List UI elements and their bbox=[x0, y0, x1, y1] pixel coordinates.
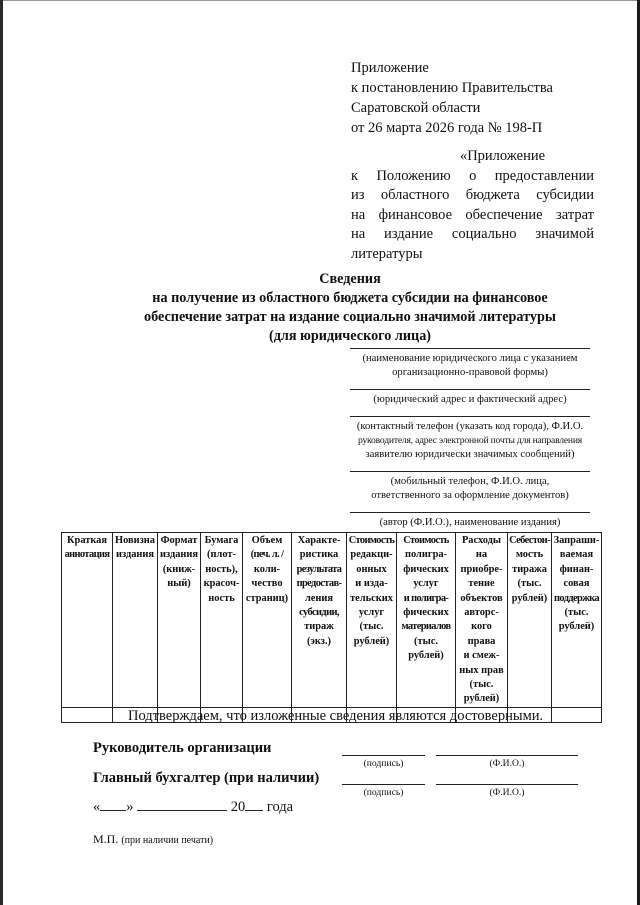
regulation-appendix-line: на финансовое обеспечение затрат bbox=[351, 206, 594, 223]
signature-line-head[interactable] bbox=[342, 755, 425, 756]
document-title-line: (для юридического лица) bbox=[268, 328, 432, 344]
caption-line: (контактный телефон (указать код города), Ф.И.О. bbox=[356, 421, 584, 432]
regulation-appendix-line: литературы bbox=[351, 245, 423, 262]
field-responsible-person bbox=[350, 471, 590, 512]
column-header-line: (тыс. bbox=[414, 635, 438, 647]
regulation-appendix-line: из областного бюджета субсидии bbox=[351, 187, 594, 203]
column-header-line: (тыс. bbox=[469, 679, 494, 691]
column-header-line: ных прав bbox=[459, 664, 504, 676]
year-suffix: года bbox=[266, 799, 294, 815]
regulation-appendix-title: «Приложение bbox=[459, 148, 546, 164]
name-caption: (Ф.И.О.) bbox=[489, 758, 525, 769]
column-header-line: предостав- bbox=[296, 578, 342, 590]
column-header-line: Стоимость bbox=[403, 535, 449, 546]
column-header-line: коли- bbox=[253, 563, 281, 575]
document-title-line: обеспечение затрат на издание социально значимой литературы bbox=[144, 309, 556, 325]
stamp-note: (при наличии печати) bbox=[121, 835, 214, 846]
column-header bbox=[243, 533, 292, 708]
column-header-line: рублей) bbox=[511, 592, 548, 604]
table-cell[interactable] bbox=[62, 707, 113, 722]
column-header-line: Бумага bbox=[204, 535, 239, 546]
column-header-line: субсидии, bbox=[299, 607, 339, 619]
column-header-line: тельских bbox=[350, 592, 393, 604]
column-header-line: ления bbox=[304, 592, 334, 604]
applicant-fields bbox=[350, 348, 590, 539]
column-header-line: услуг bbox=[358, 607, 385, 619]
appendix-header bbox=[351, 58, 553, 138]
column-header-line: Расходы bbox=[461, 535, 502, 546]
caption-line: организационно-правовой формы) bbox=[392, 367, 548, 378]
column-header-line: авторс- bbox=[464, 607, 499, 619]
name-line-accountant[interactable] bbox=[436, 784, 578, 785]
column-header-line: ный) bbox=[167, 578, 191, 590]
caption-line: (юридический адрес и фактический адрес) bbox=[373, 394, 567, 405]
stamp-label: М.П. bbox=[93, 832, 119, 846]
column-header-line: и изда- bbox=[355, 578, 388, 590]
column-header-line: тираж bbox=[304, 621, 334, 633]
column-header-line: (книж- bbox=[162, 563, 196, 575]
day-blank[interactable] bbox=[100, 796, 126, 811]
column-header bbox=[552, 533, 602, 708]
column-header-line: кого bbox=[471, 621, 492, 633]
column-header-line: ваемая bbox=[559, 549, 594, 561]
scan-border-left bbox=[0, 0, 3, 905]
document-title bbox=[110, 270, 590, 346]
caption-line: ответственного за оформление документов) bbox=[371, 490, 569, 501]
signature-role-head: Руководитель организации bbox=[93, 740, 272, 756]
regulation-appendix-line: на издание социально значимой bbox=[351, 226, 594, 242]
column-header-line: рублей) bbox=[463, 693, 500, 705]
field-caption bbox=[350, 472, 590, 512]
column-header-line: (тыс. bbox=[564, 607, 589, 619]
confirmation-statement: Подтверждаем, что изложенные сведения являются достоверными. bbox=[128, 708, 544, 724]
column-header-line: онных bbox=[356, 563, 387, 575]
name-caption: (Ф.И.О.) bbox=[489, 787, 525, 798]
column-header-line: страниц) bbox=[245, 592, 289, 604]
date-open-quote: « bbox=[93, 799, 101, 815]
appendix-line: Приложение bbox=[351, 60, 429, 76]
regulation-appendix-line: к Положению о предоставлении bbox=[351, 167, 594, 184]
column-header-line: Себестои- bbox=[509, 535, 550, 546]
date-close-quote: » bbox=[126, 799, 134, 815]
column-header bbox=[456, 533, 508, 708]
caption-line: (автор (Ф.И.О.), наименование издания) bbox=[379, 517, 561, 528]
year-prefix: 20 bbox=[230, 799, 246, 815]
column-header-line: права bbox=[467, 635, 496, 647]
column-header-line: Краткая bbox=[67, 535, 107, 546]
column-header-line: ность), bbox=[205, 563, 238, 575]
column-header bbox=[201, 533, 243, 708]
column-header-line: фических bbox=[403, 563, 449, 575]
stamp-place bbox=[93, 832, 213, 847]
column-header-line: рублей) bbox=[408, 650, 444, 662]
column-header-line: на bbox=[475, 549, 488, 561]
column-header bbox=[292, 533, 347, 708]
column-header-line: и смеж- bbox=[463, 650, 500, 662]
field-organization-name bbox=[350, 348, 590, 389]
column-header-line: материалов bbox=[401, 621, 451, 633]
column-header bbox=[397, 533, 456, 708]
caption-line: заявителю юридически значимых сообщений) bbox=[365, 449, 575, 460]
field-contacts bbox=[350, 416, 590, 471]
column-header bbox=[508, 533, 552, 708]
table-header-row bbox=[62, 533, 602, 708]
column-header-line: полигра- bbox=[404, 549, 447, 561]
field-caption bbox=[350, 349, 590, 389]
column-header-line: издания bbox=[115, 549, 155, 561]
column-header-line: приобре- bbox=[460, 563, 503, 575]
column-header-line: рублей) bbox=[558, 621, 595, 633]
caption-line: (мобильный телефон, Ф.И.О. лица, bbox=[390, 476, 550, 487]
table-cell[interactable] bbox=[552, 707, 602, 722]
appendix-line: Саратовской области bbox=[351, 100, 481, 116]
column-header bbox=[347, 533, 397, 708]
publication-data-table bbox=[61, 532, 602, 723]
column-header-line: финан- bbox=[559, 563, 594, 575]
month-blank[interactable] bbox=[137, 796, 227, 811]
column-header-line: редакци- bbox=[350, 549, 393, 561]
scan-border-top bbox=[0, 0, 640, 1]
signature-caption: (подпись) bbox=[363, 787, 404, 798]
column-header-line: тиража bbox=[512, 563, 547, 575]
column-header bbox=[158, 533, 201, 708]
appendix-line: от 26 марта 2026 года № 198-П bbox=[351, 120, 543, 136]
column-header-line: ристика bbox=[299, 549, 339, 561]
column-header-line: чество bbox=[251, 578, 283, 590]
column-header-line: услуг bbox=[413, 578, 439, 590]
column-header-line: объектов bbox=[460, 592, 503, 604]
appendix-line: к постановлению Правительства bbox=[351, 80, 553, 96]
field-address bbox=[350, 389, 590, 416]
regulation-appendix-header bbox=[351, 147, 594, 264]
column-header bbox=[62, 533, 113, 708]
column-header-line: Запраши- bbox=[553, 535, 600, 546]
column-header-line: результата bbox=[296, 563, 342, 575]
year-blank[interactable] bbox=[245, 796, 263, 811]
date-line bbox=[93, 796, 293, 816]
column-header-line: (печ. л. / bbox=[250, 549, 284, 561]
field-caption bbox=[350, 390, 590, 416]
column-header-line: Объем bbox=[251, 535, 283, 546]
column-header-line: аннотация bbox=[64, 549, 110, 561]
column-header-line: красоч- bbox=[203, 578, 240, 590]
caption-line: руководителя, адрес электронной почты для направления bbox=[357, 435, 582, 446]
document-title-line: Сведения bbox=[319, 271, 381, 287]
column-header-line: Характе- bbox=[297, 535, 341, 546]
signature-role-accountant: Главный бухгалтер (при наличии) bbox=[93, 770, 320, 786]
column-header bbox=[113, 533, 158, 708]
column-header-line: (экз.) bbox=[306, 635, 332, 647]
signature-caption: (подпись) bbox=[363, 758, 404, 769]
column-header-line: поддержка bbox=[554, 592, 599, 604]
column-header-line: совая bbox=[563, 578, 590, 590]
name-line-head[interactable] bbox=[436, 755, 578, 756]
column-header-line: рублей) bbox=[353, 635, 390, 647]
column-header-line: фических bbox=[403, 607, 449, 619]
document-title-line: на получение из областного бюджета субсидии на финансовое bbox=[152, 290, 548, 306]
caption-line: (наименование юридического лица с указанием bbox=[362, 353, 578, 364]
field-caption bbox=[350, 417, 590, 471]
column-header-line: тение bbox=[468, 578, 495, 590]
column-header-line: Формат bbox=[160, 535, 198, 546]
column-header-line: и полигра- bbox=[403, 592, 449, 604]
column-header-line: Новизна bbox=[115, 535, 155, 546]
column-header-line: ность bbox=[208, 592, 235, 604]
column-header-line: мость bbox=[515, 549, 544, 561]
column-header-line: (тыс. bbox=[517, 578, 542, 590]
column-header-line: Стоимость bbox=[348, 535, 395, 546]
column-header-line: (тыс. bbox=[359, 621, 384, 633]
signature-line-accountant[interactable] bbox=[342, 784, 425, 785]
column-header-line: (плот- bbox=[207, 549, 236, 561]
column-header-line: издания bbox=[159, 549, 199, 561]
